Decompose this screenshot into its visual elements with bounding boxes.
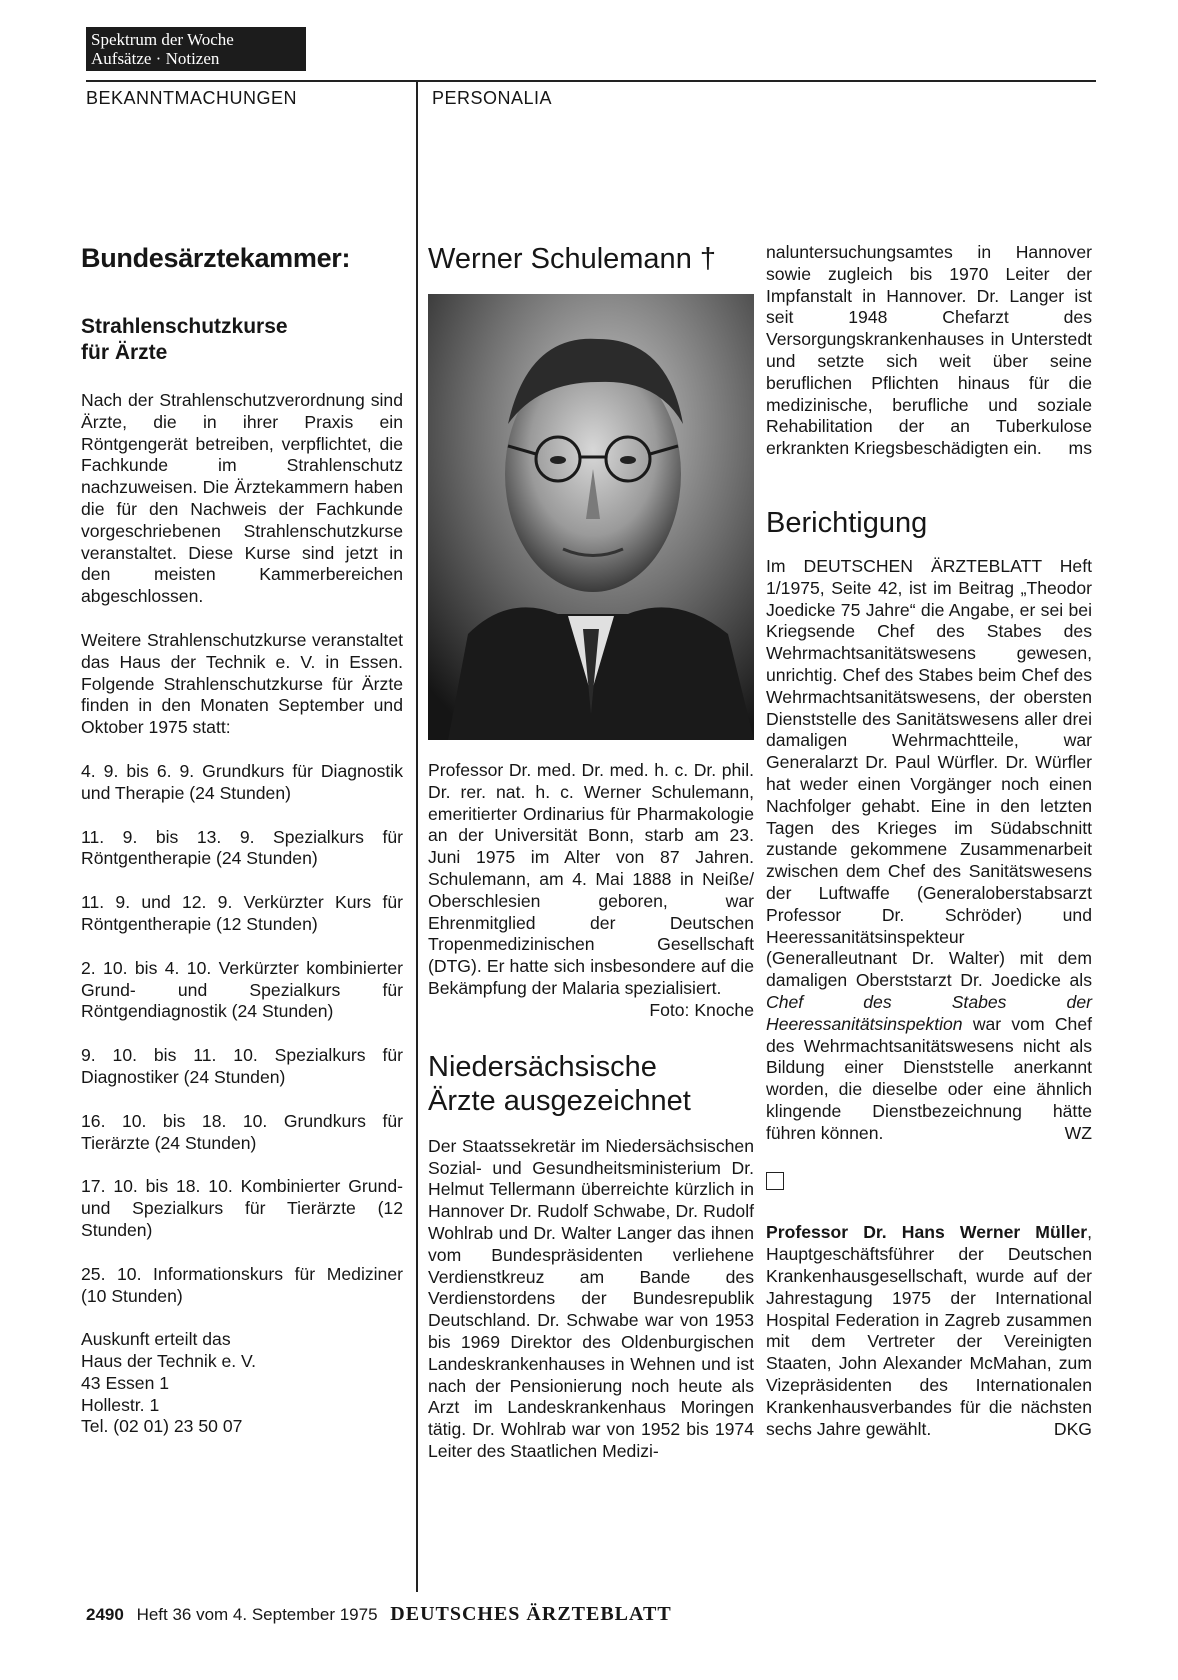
mueller-name: Professor Dr. Hans Werner Müller bbox=[766, 1222, 1088, 1243]
award-text: Der Staatssekretär im Niedersächsischen Sozial- und Gesundheitsministerium Dr. Helmut Tellermann überreichte kürzlich in Hannover Dr. Rudolf Schwabe, Dr. Rudolf Wohlrab und Dr. Walter Langer das ihnen vom Bundespräsidenten verliehene Verdienstkreuz am Bande des Verdienstordens der Bundesrepublik Deutschland. Dr. Schwabe war von 1953 bis 1969 Direktor des Oldenburgischen Landeskrankenhauses in Wehnen und ist nach der Pensionierung noch heute als Arzt im Landeskrankenhaus Moringen tätig. Dr. Wohlrab war von 1952 bis 1974 Leiter des Staatlichen Medizi- bbox=[428, 1135, 754, 1461]
mueller-text bbox=[766, 1222, 1092, 1440]
section-bekanntmachungen: BEKANNTMACHUNGEN bbox=[86, 88, 298, 108]
separator-box bbox=[766, 1172, 784, 1190]
badge-line-2: Aufsätze · Notizen bbox=[91, 49, 220, 68]
contact-block bbox=[81, 1329, 403, 1438]
portrait-photo bbox=[428, 294, 754, 740]
course-item: 9. 10. bis 11. 10. Spezialkurs für Diagnostiker (24 Stunden) bbox=[81, 1045, 403, 1087]
course-item: 2. 10. bis 4. 10. Verkürzter kombinierter Grund- und Spezialkurs für Röntgendiagnostik (24 Stunden) bbox=[81, 957, 403, 1022]
correction-signature: WZ bbox=[1064, 1122, 1092, 1143]
award-continued-body: naluntersuchungsamtes in Hannover sowie zugleich bis 1970 Leiter der Impfanstalt in Hannover. Dr. Langer ist seit 1948 Chefarzt des Versorgungskrankenhauses in Unterstedt und setzte sich weit über seine beruflichen Pflichten hinaus für die medizinische, berufliche und soziale Rehabilitation der an Tuberkulose erkrankten Kriegsbeschädigten ein. bbox=[766, 242, 1092, 459]
page-number: 2490 bbox=[86, 1605, 124, 1624]
column-divider bbox=[416, 80, 418, 1592]
course-list bbox=[81, 761, 403, 1307]
magazine-title: DEUTSCHES ÄRZTEBLATT bbox=[390, 1603, 672, 1625]
obituary-heading: Werner Schulemann † bbox=[428, 243, 717, 275]
middle-column bbox=[428, 242, 754, 1463]
section-personalia: PERSONALIA bbox=[432, 88, 553, 108]
course-item: 11. 9. und 12. 9. Verkürzter Kurs für Röntgentherapie (12 Stunden) bbox=[81, 892, 403, 934]
award-heading-line-1: Niedersächsische bbox=[428, 1050, 657, 1083]
correction-italic: Chef des Stabes der Heeressanitätsinspektion bbox=[766, 991, 1092, 1034]
obituary-body: Professor Dr. med. Dr. med. h. c. Dr. phil. Dr. rer. nat. h. c. Werner Schulemann, emeritierter Ordinarius für Pharmakologie an der Universität Bonn, starb am 23. Juni 1975 im Alter von 87 Jahren. Schulemann, am 4. Mai 1888 in Neiße/ Oberschlesien geboren, war Ehrenmitglied der Deutschen Tropenmedizinischen Gesellschaft (DTG). Er hatte sich insbesondere auf die Bekämpfung der Malaria spezialisiert. bbox=[428, 760, 754, 998]
badge-line-1: Spektrum der Woche bbox=[91, 30, 234, 49]
course-item: 16. 10. bis 18. 10. Grundkurs für Tierärzte (24 Stunden) bbox=[81, 1110, 403, 1153]
contact-line: Auskunft erteilt das bbox=[81, 1329, 231, 1350]
contact-line: Hollestr. 1 bbox=[81, 1394, 160, 1415]
photo-credit: Foto: Knoche bbox=[649, 999, 754, 1020]
correction-body-1: Im DEUTSCHEN ÄRZTEBLATT Heft 1/1975, Seite 42, ist im Beitrag „Theodor Joedicke 75 Jahre“ die Angabe, er sei bei Kriegsende Chef des Stabes des Wehrmachtsanitätswesens gewesen, unrichtig. Chef des Stabes beim Chef des Wehrmachtsanitätswesens, der obersten Dienststelle des Sanitätswesens aller drei damaligen Wehrmachtteile, war Generalarzt Dr. Paul Würfler. Dr. Würfler hat weder einen Vorgänger noch einen Nachfolger gehabt. Eine in den letzten Tagen des Krieges im Südabschnitt zustande gekommene Zusammenarbeit zwischen dem Chef des Sanitätswesens der Luftwaffe (Generaloberstabsarzt Professor Dr. Schröder) und Heeressanitätsinspekteur (Generalleutnant Dr. Walter) mit dem damaligen Oberststarzt Dr. Joedicke als bbox=[766, 555, 1092, 991]
course-item: 11. 9. bis 13. 9. Spezialkurs für Röntgentherapie (24 Stunden) bbox=[81, 826, 403, 869]
intro-paragraph: Nach der Strahlenschutzverordnung sind Ärzte, die in ihrer Praxis ein Röntgengerät betreiben, verpflichtet, die Fachkunde im Strahlenschutz nachzuweisen. Die Ärztekammern haben die für den Nachweis der Fachkunde vorgeschriebenen Strahlenschutzkurse veranstaltet. Diese Kurse sind jetzt in den meisten Kammerbereichen abgeschlossen. bbox=[81, 390, 403, 607]
award-heading-line-2: Ärzte ausgezeichnet bbox=[428, 1084, 691, 1117]
correction-text bbox=[766, 556, 1092, 1145]
award-continued-text bbox=[766, 242, 1092, 460]
page-footer bbox=[86, 1603, 672, 1626]
award-signature: ms bbox=[1068, 438, 1092, 459]
heading-bundesaerztekammer: Bundesärztekammer: bbox=[81, 243, 351, 273]
course-item: 17. 10. bis 18. 10. Kombinierter Grund- und Spezialkurs für Tierärzte (12 Stunden) bbox=[81, 1176, 403, 1240]
contact-line: 43 Essen 1 bbox=[81, 1372, 170, 1393]
course-item: 4. 9. bis 6. 9. Grundkurs für Diagnostik und Therapie (24 Stunden) bbox=[81, 760, 403, 803]
obituary-text bbox=[428, 760, 754, 1020]
issue-info: Heft 36 vom 4. September 1975 bbox=[136, 1605, 378, 1624]
portrait-illustration bbox=[428, 294, 754, 740]
header-rule bbox=[86, 80, 1096, 82]
correction-heading: Berichtigung bbox=[766, 506, 928, 539]
courses-intro-paragraph: Weitere Strahlenschutzkurse veranstaltet das Haus der Technik e. V. in Essen. Folgende Strahlenschutzkurse für Ärzte finden in den Monaten September und Oktober 1975 statt: bbox=[81, 629, 403, 738]
subheading-line-1: Strahlenschutzkurse bbox=[81, 315, 288, 338]
contact-phone: Tel. (02 01) 23 50 07 bbox=[81, 1416, 243, 1437]
left-column bbox=[81, 243, 403, 1438]
subheading-line-2: für Ärzte bbox=[81, 341, 168, 364]
correction-body-2: war vom Chef des Wehrmachtsanitätswesens nicht als Bildung einer Dienststelle anerkannt worden, die dieselbe oder eine ähnlich klingende Dienstbezeichnung hätte führen können. bbox=[766, 1013, 1093, 1143]
right-column bbox=[766, 242, 1092, 1440]
section-badge bbox=[86, 27, 306, 71]
contact-line: Haus der Technik e. V. bbox=[81, 1351, 257, 1372]
course-item: 25. 10. Informationskurs für Mediziner (10 Stunden) bbox=[81, 1263, 403, 1306]
mueller-body: , Hauptgeschäftsführer der Deutschen Krankenhausgesellschaft, wurde auf der Jahrestagung 1975 der International Hospital Federation in Zagreb zusammen mit dem Vertreter der Vereinigten Staaten, John Alexander McMahan, zum Vizepräsidenten des Internationalen Krankenhausverbandes für die nächsten sechs Jahre gewählt. bbox=[766, 1222, 1092, 1439]
mueller-signature: DKG bbox=[1053, 1418, 1092, 1439]
